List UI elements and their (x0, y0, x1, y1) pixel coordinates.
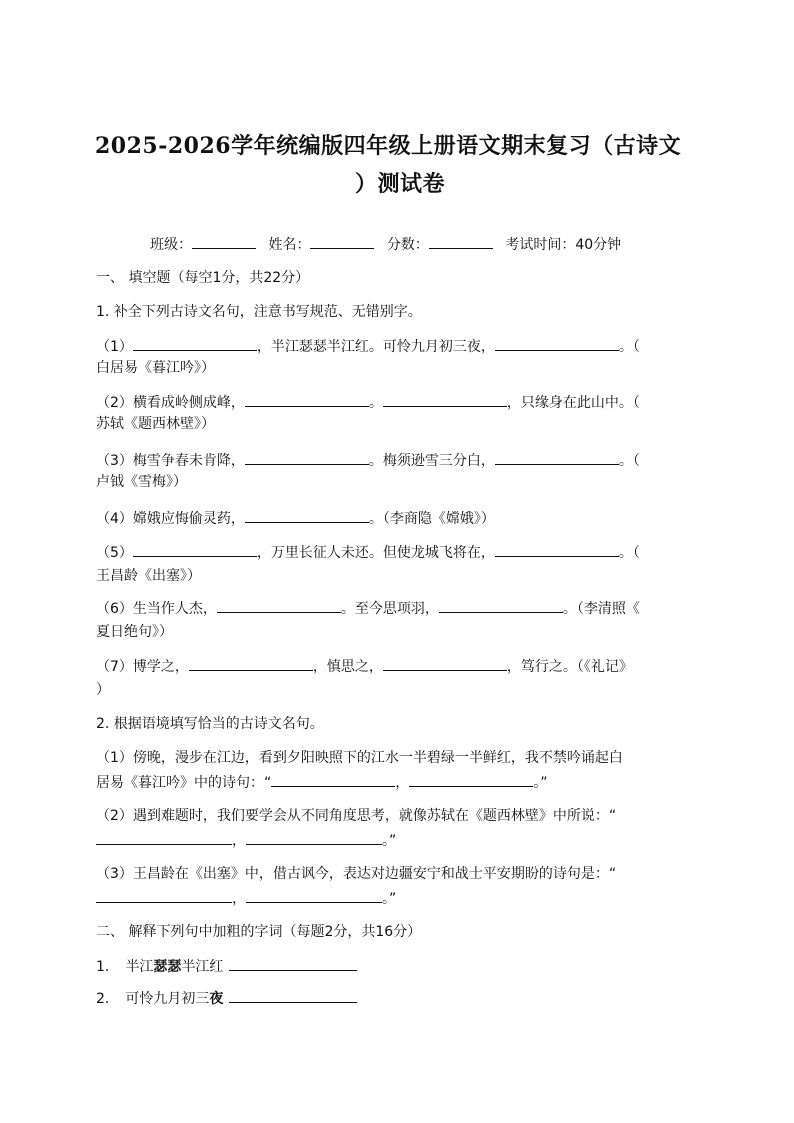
fill-blank[interactable] (245, 508, 369, 523)
fill-blank[interactable] (495, 336, 619, 351)
q1-item-7: （7）博学之， ，慎思之， ，笃行之。（《礼记》 (96, 656, 700, 678)
q2-item-1-line1: （1）傍晚，漫步在江边，看到夕阳映照下的江水一半碧绿一半鲜红，我不禁吟诵起白 (96, 750, 623, 766)
fill-blank[interactable] (245, 392, 369, 407)
q2-item-3-line1: （3）王昌龄在《出塞》中，借古讽今，表达对边疆安宁和战士平安期盼的诗句是：“ (96, 866, 617, 882)
q1-item-3: （3）梅雪争春未肯降， 。梅须逊雪三分白， 。（ (96, 450, 700, 472)
q1-item-1: （1） ，半江瑟瑟半江红。可怜九月初三夜， 。（ (96, 336, 700, 358)
fill-blank[interactable] (133, 336, 257, 351)
s2-item-2: 2. 可怜九月初三夜 (96, 988, 700, 1010)
fill-blank[interactable] (383, 392, 507, 407)
q1-title: 1. 补全下列古诗文名句，注意书写规范、无错别字。 (96, 304, 422, 320)
fill-blank[interactable] (495, 542, 619, 557)
q1-item-5: （5） ，万里长征人未还。但使龙城飞将在， 。（ (96, 542, 700, 564)
q1-item-6: （6）生当作人杰， 。至今思项羽， 。（李清照《 (96, 598, 700, 620)
fill-blank[interactable] (189, 656, 313, 671)
q2-item-3-line2: ， 。” (96, 888, 700, 910)
fill-blank[interactable] (246, 888, 382, 903)
fill-blank[interactable] (439, 598, 563, 613)
fill-blank[interactable] (245, 450, 369, 465)
q1-item-1-source: 白居易《暮江吟》） (96, 360, 215, 376)
q2-item-2-line1: （2）遇到难题时，我们要学会从不同角度思考，就像苏轼在《题西林壁》中所说：“ (96, 808, 617, 824)
bold-term: 夜 (209, 991, 224, 1007)
q2-item-2-line2: ， 。” (96, 830, 700, 852)
fill-blank[interactable] (96, 830, 232, 845)
name-blank[interactable] (310, 234, 374, 249)
fill-blank[interactable] (409, 772, 533, 787)
fill-blank[interactable] (246, 830, 382, 845)
score-label: 分数： (386, 237, 429, 253)
name-label: 姓名： (268, 237, 311, 253)
fill-blank[interactable] (383, 656, 507, 671)
answer-blank[interactable] (229, 956, 357, 971)
score-blank[interactable] (429, 234, 493, 249)
q2-title: 2. 根据语境填写恰当的古诗文名句。 (96, 716, 324, 732)
page-title-line1: 2025-2026学年统编版四年级上册语文期末复习（古诗文 (95, 133, 682, 159)
exam-time: 考试时间：40分钟 (505, 237, 622, 253)
q1-item-4: （4）嫦娥应悔偷灵药， 。（李商隐《嫦娥》） (96, 508, 700, 530)
fill-blank[interactable] (96, 888, 232, 903)
fill-blank[interactable] (133, 542, 257, 557)
fill-blank[interactable] (217, 598, 341, 613)
section1-heading: 一、 填空题（每空1分，共22分） (96, 270, 310, 286)
q1-item-2-source: 苏轼《题西林壁》） (96, 416, 215, 432)
class-blank[interactable] (192, 234, 256, 249)
q1-item-5-source: 王昌龄《出塞》） (96, 568, 201, 584)
page-title-line2: ）测试卷 (354, 171, 445, 197)
q1-item-3-source: 卢钺《雪梅》） (96, 474, 187, 490)
q1-item-7-end: ） (96, 682, 110, 698)
q1-item-6-source: 夏日绝句》） (96, 624, 173, 640)
fill-blank[interactable] (271, 772, 395, 787)
s2-item-1: 1. 半江瑟瑟半江红 (96, 956, 700, 978)
q2-item-1-line2: 居易《暮江吟》中的诗句：“ ， 。” (96, 772, 700, 794)
class-label: 班级： (150, 237, 192, 253)
fill-blank[interactable] (495, 450, 619, 465)
section2-heading: 二、 解释下列句中加粗的字词（每题2分，共16分） (96, 924, 422, 940)
student-info-row (150, 234, 754, 256)
bold-term: 瑟瑟 (153, 959, 182, 975)
q1-item-2: （2）横看成岭侧成峰， 。 ，只缘身在此山中。（ (96, 392, 700, 414)
answer-blank[interactable] (229, 988, 357, 1003)
